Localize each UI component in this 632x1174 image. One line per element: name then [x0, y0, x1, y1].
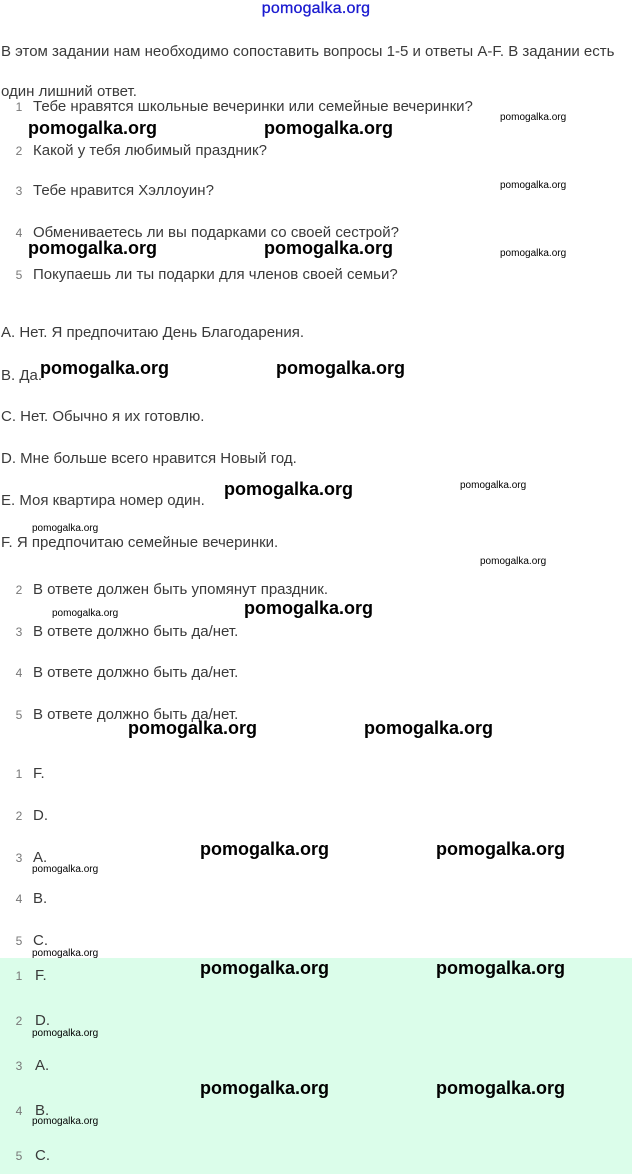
- watermark: pomogalka.org: [32, 1028, 99, 1039]
- watermark: pomogalka.org: [500, 112, 567, 123]
- watermark: pomogalka.org: [32, 523, 99, 534]
- answer-text: C.: [33, 932, 48, 949]
- watermark: pomogalka.org: [244, 598, 374, 618]
- watermark: pomogalka.org: [28, 238, 158, 258]
- final-answer-number: 3: [15, 1059, 23, 1073]
- answer-text: D.: [33, 807, 48, 824]
- option-item: C. Нет. Обычно я их готовлю.: [1, 408, 205, 425]
- question-number: 2: [15, 144, 23, 158]
- question-text: Покупаешь ли ты подарки для членов своей семьи?: [33, 266, 398, 283]
- watermark: pomogalka.org: [276, 358, 406, 378]
- final-answer-text: C.: [35, 1147, 50, 1164]
- final-answer-text: B.: [35, 1102, 50, 1119]
- watermark: pomogalka.org: [436, 958, 566, 978]
- watermark: pomogalka.org: [200, 839, 330, 859]
- option-item: D. Мне больше всего нравится Новый год.: [1, 450, 297, 467]
- final-answer-text: D.: [35, 1012, 50, 1029]
- hint-number: 3: [15, 625, 23, 639]
- watermark: pomogalka.org: [32, 864, 99, 875]
- answer-text: F.: [33, 765, 45, 782]
- question-number: 4: [15, 226, 23, 240]
- option-item: A. Нет. Я предпочитаю День Благодарения.: [1, 324, 305, 341]
- final-answer-number: 4: [15, 1104, 23, 1118]
- option-item: B. Да.: [1, 367, 43, 384]
- question-number: 1: [15, 100, 23, 114]
- watermark: pomogalka.org: [436, 1078, 566, 1098]
- question-number: 5: [15, 268, 23, 282]
- final-answer-number: 5: [15, 1149, 23, 1163]
- hint-text: В ответе должно быть да/нет.: [33, 623, 239, 640]
- watermark: pomogalka.org: [500, 180, 567, 191]
- intro-text: В этом задании нам необходимо сопоставить вопросы 1-5 и ответы A-F. В задании есть один лишний ответ.: [1, 43, 615, 100]
- watermark: pomogalka.org: [28, 118, 158, 138]
- watermark: pomogalka.org: [200, 958, 330, 978]
- hint-text: В ответе должно быть да/нет.: [33, 706, 239, 723]
- answer-number: 1: [15, 767, 23, 781]
- question-text: Обмениваетесь ли вы подарками со своей сестрой?: [33, 224, 399, 241]
- watermark: pomogalka.org: [264, 238, 394, 258]
- answer-text: B.: [33, 890, 48, 907]
- watermark: pomogalka.org: [128, 718, 258, 738]
- answer-number: 4: [15, 892, 23, 906]
- answer-number: 2: [15, 809, 23, 823]
- watermark: pomogalka.org: [436, 839, 566, 859]
- hint-number: 5: [15, 708, 23, 722]
- hint-number: 2: [15, 583, 23, 597]
- hint-number: 4: [15, 666, 23, 680]
- answer-number: 3: [15, 851, 23, 865]
- watermark: pomogalka.org: [460, 480, 527, 491]
- option-item: E. Моя квартира номер один.: [1, 492, 205, 509]
- final-answer-text: A.: [35, 1057, 50, 1074]
- answer-text: A.: [33, 849, 48, 866]
- watermark: pomogalka.org: [264, 118, 394, 138]
- watermark: pomogalka.org: [32, 948, 99, 959]
- watermark: pomogalka.org: [500, 248, 567, 259]
- watermark: pomogalka.org: [200, 1078, 330, 1098]
- watermark: pomogalka.org: [52, 608, 119, 619]
- watermark: pomogalka.org: [224, 479, 354, 499]
- question-text: Тебе нравится Хэллоуин?: [33, 182, 214, 199]
- site-header-link[interactable]: pomogalka.org: [261, 0, 371, 17]
- final-answer-number: 2: [15, 1014, 23, 1028]
- hint-text: В ответе должен быть упомянут праздник.: [33, 581, 329, 598]
- watermark: pomogalka.org: [40, 358, 170, 378]
- watermark: pomogalka.org: [32, 1116, 99, 1127]
- final-answers-panel: [0, 958, 632, 1174]
- hint-text: В ответе должно быть да/нет.: [33, 664, 239, 681]
- answer-number: 5: [15, 934, 23, 948]
- question-number: 3: [15, 184, 23, 198]
- final-answer-number: 1: [15, 969, 23, 983]
- watermark: pomogalka.org: [480, 556, 547, 567]
- question-text: Какой у тебя любимый праздник?: [33, 142, 267, 159]
- final-answer-text: F.: [35, 967, 47, 984]
- question-text: Тебе нравятся школьные вечеринки или семейные вечеринки?: [33, 98, 473, 115]
- option-item: F. Я предпочитаю семейные вечеринки.: [1, 534, 279, 551]
- watermark: pomogalka.org: [364, 718, 494, 738]
